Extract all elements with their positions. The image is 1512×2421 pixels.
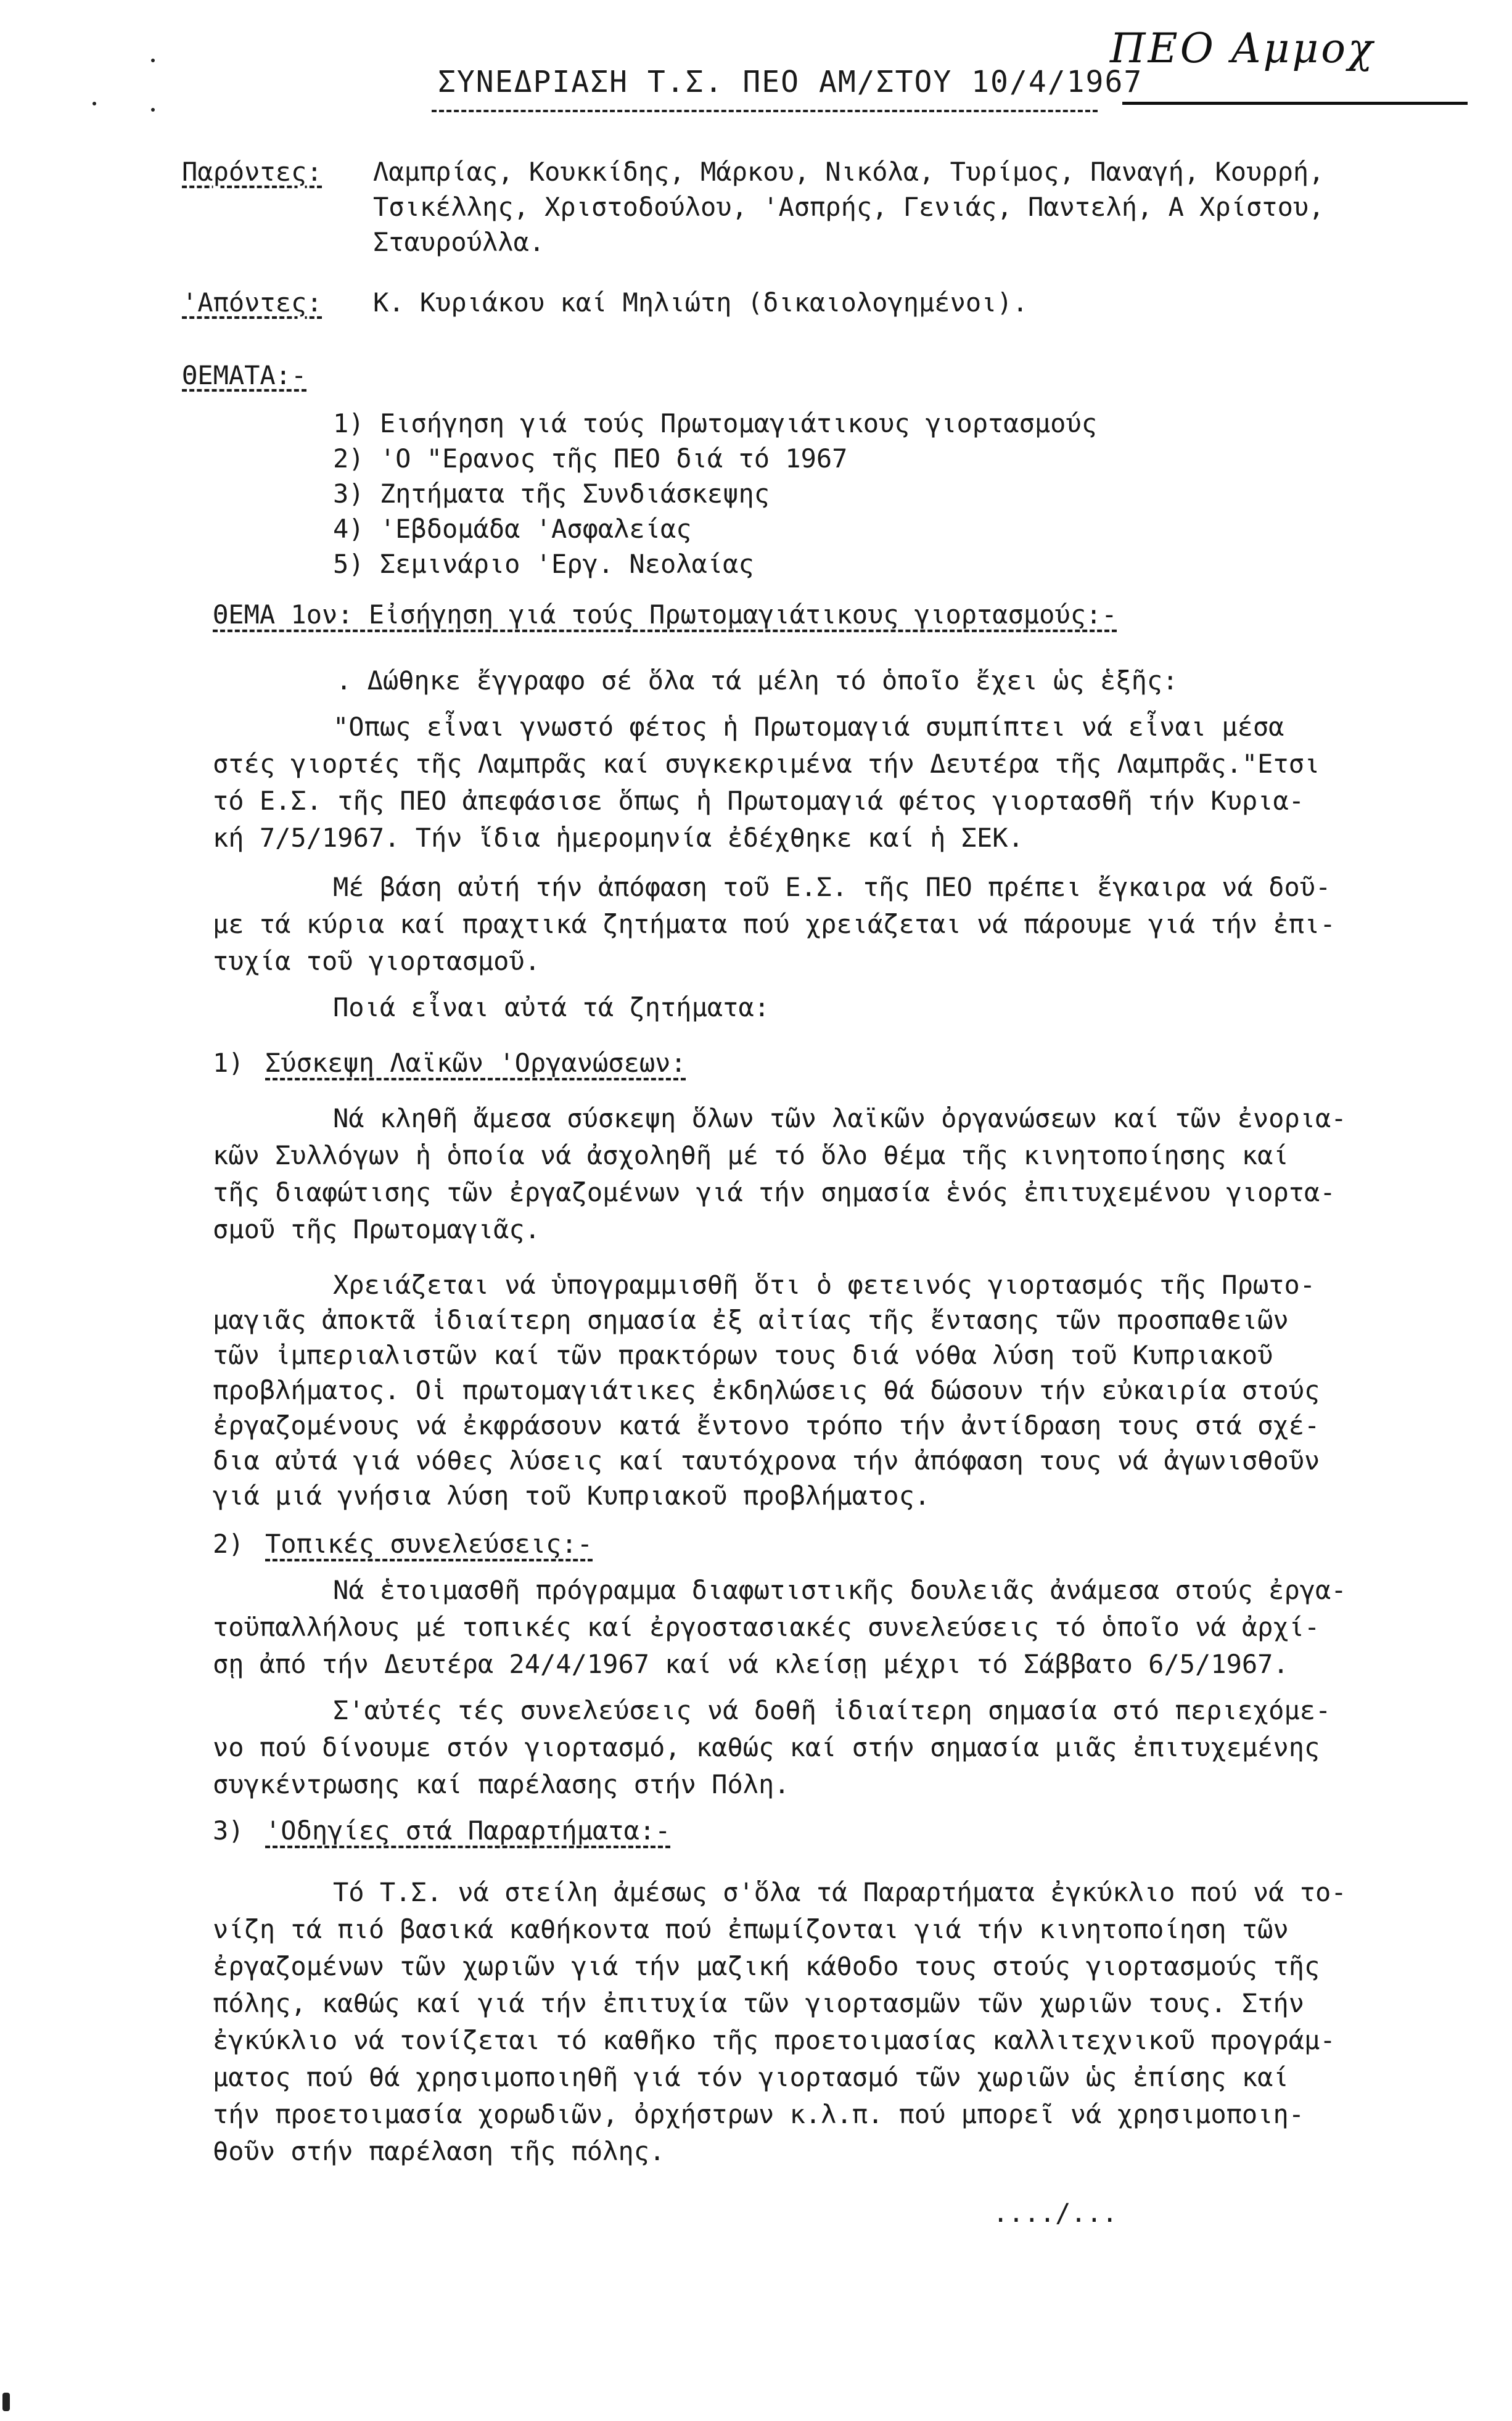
section1-line: μαγιᾶς ἀποκτᾶ ἰδιαίτερη σημασία ἐξ αἰτίας τῆς ἔντασης τῶν προσπαθειῶν [213,1305,1289,1335]
theme1-intro: . Δώθηκε ἔγγραφο σέ ὅλα τά μέλη τό ὁποῖο ἔχει ὡς ἑξῆς: [336,665,1178,696]
section1-number: 1) [213,1048,244,1078]
section3-line: θοῦν στήν παρέλαση τῆς πόλης. [213,2136,665,2166]
absent-label: 'Απόντες: [182,287,323,318]
section1-title: Σύσκεψη Λαϊκῶν 'Οργανώσεων: [265,1048,686,1078]
section1-line: προβλήματος. Οἱ πρωτομαγιάτικες ἐκδηλώσεις θά δώσουν τήν εὐκαιρία στούς [213,1375,1320,1405]
section3-line: νίζη τά πιό βασικά καθήκοντα πού ἐπωμίζονται γιά τήν κινητοποίηση τῶν [213,1914,1289,1944]
continuation-mark: ..../... [993,2198,1118,2228]
section1-line: δια αὐτά γιά νόθες λύσεις καί ταυτόχρονα τήν ἀπόφαση τους νά ἀγωνισθοῦν [213,1445,1320,1476]
scan-speck [92,102,96,105]
topic-item: 5) Σεμινάριο 'Εργ. Νεολαίας [333,549,754,579]
quote-line: "Οπως εἶναι γνωστό φέτος ἡ Πρωτομαγιά συμπίπτει νά εἶναι μέσα [333,712,1284,742]
present-label: Παρόντες: [182,157,323,187]
topic-item: 4) 'Εβδομάδα 'Ασφαλείας [333,514,692,544]
topic-item: 2) 'Ο "Ερανος τῆς ΠΕΟ διά τό 1967 [333,443,848,474]
section2-line: Νά ἑτοιμασθῆ πρόγραμμα διαφωτιστικῆς δουλειᾶς ἀνάμεσα στούς ἐργα- [333,1575,1347,1605]
section3-line: Τό Τ.Σ. νά στείλη ἀμέσως σ'ὅλα τά Παραρτήματα ἐγκύκλιο πού νά το- [333,1877,1347,1907]
theme1-heading: ΘΕΜΑ 1ον: Εἰσήγηση γιά τούς Πρωτομαγιάτικους γιορτασμούς:- [213,599,1117,630]
scan-speck [2,2393,10,2411]
section1-line: Χρειάζεται νά ὑπογραμμισθῆ ὅτι ὁ φετεινός γιορτασμός τῆς Πρωτο- [333,1270,1316,1300]
quote-line: τό Ε.Σ. τῆς ΠΕΟ ἀπεφάσισε ὅπως ἡ Πρωτομαγιά φέτος γιορτασθῆ τήν Κυρια- [213,786,1305,816]
section3-line: πόλης, καθώς καί γιά τήν ἐπιτυχία τῶν γιορτασμῶν τῶν χωριῶν τους. Στήν [213,1988,1305,2018]
scan-speck [151,108,155,112]
section3-title: 'Οδηγίες στά Παραρτήματα:- [265,1815,671,1846]
absent-text: Κ. Κυριάκου καί Μηλιώτη (δικαιολογημένοι). [373,287,1029,318]
section3-number: 3) [213,1815,244,1846]
scan-speck [151,59,155,62]
basis-line: με τά κύρια καί πραχτικά ζητήματα πού χρειάζεται νά πάρουμε γιά τήν ἐπι- [213,909,1336,939]
title-rule [432,110,1098,112]
section1-line: Νά κληθῆ ἄμεσα σύσκεψη ὅλων τῶν λαϊκῶν ὀργανώσεων καί τῶν ἐνορια- [333,1103,1347,1133]
section2-line: νο πού δίνουμε στόν γιορτασμό, καθώς καί στήν σημασία μιᾶς ἐπιτυχεμένης [213,1732,1320,1762]
section1-line: γιά μιά γνήσια λύση τοῦ Κυπριακοῦ προβλήματος. [213,1481,931,1511]
section2-title: Τοπικές συνελεύσεις:- [265,1529,593,1559]
section3-line: ματος πού θά χρησιμοποιηθῆ γιά τόν γιορτασμό τῶν χωριῶν ὡς ἐπίσης καί [213,2062,1289,2092]
section2-line: Σ'αὐτές τές συνελεύσεις νά δοθῆ ἰδιαίτερη σημασία στό περιεχόμε- [333,1695,1331,1725]
section1-line: σμοῦ τῆς Πρωτομαγιᾶς. [213,1214,541,1244]
section1-line: τῆς διαφώτισης τῶν ἐργαζομένων γιά τήν σημασία ἑνός ἐπιτυχεμένου γιορτα- [213,1177,1336,1207]
topic-item: 1) Εισήγηση γιά τούς Πρωτομαγιάτικους γιορτασμούς [333,408,1098,438]
topic-item: 3) Ζητήματα τῆς Συνδιάσκεψης [333,479,770,509]
section2-line: σῃ ἀπό τήν Δευτέρα 24/4/1967 καί νά κλείσῃ μέχρι τό Σάββατο 6/5/1967. [213,1649,1289,1679]
section2-line: συγκέντρωσης καί παρέλασης στήν Πόλη. [213,1769,790,1799]
section2-line: τοϋπαλλήλους μέ τοπικές καί ἐργοστασιακές συνελεύσεις τό ὁποῖο νά ἀρχί- [213,1612,1320,1642]
quote-line: στές γιορτές τῆς Λαμπρᾶς καί συγκεκριμένα τήν Δευτέρα τῆς Λαμπρᾶς."Ετσι [213,749,1320,779]
basis-line: τυχία τοῦ γιορτασμοῦ. [213,946,541,976]
quote-line: κή 7/5/1967. Τήν ἴδια ἡμερομηνία ἐδέχθηκε καί ἡ ΣΕΚ. [213,823,1024,853]
handwritten-underline [1122,102,1468,105]
section1-line: ἐργαζομένους νά ἐκφράσουν κατά ἔντονο τρόπο τήν ἀντίδραση τους στά σχέ- [213,1410,1320,1441]
section3-line: ἐγκύκλιο νά τονίζεται τό καθῆκο τῆς προετοιμασίας καλλιτεχνικοῦ προγράμ- [213,2025,1336,2055]
meeting-title: ΣΥΝΕΔΡΙΑΣΗ Τ.Σ. ΠΕΟ ΑΜ/ΣΤΟΥ 10/4/1967 [438,65,1143,99]
handwritten-note: ΠΕΟ Αμμοχ [1110,25,1376,72]
basis-line: Μέ βάση αὐτή τήν ἀπόφαση τοῦ Ε.Σ. τῆς ΠΕΟ πρέπει ἔγκαιρα νά δοῦ- [333,872,1331,902]
present-line: Σταυρούλλα. [373,227,545,257]
section2-number: 2) [213,1529,244,1559]
section1-line: τῶν ἰμπεριαλιστῶν καί τῶν πρακτόρων τους διά νόθα λύση τοῦ Κυπριακοῦ [213,1340,1273,1370]
theme1-question: Ποιά εἶναι αὐτά τά ζητήματα: [333,992,770,1022]
section3-line: τήν προετοιμασία χορωδιῶν, ὀρχήστρων κ.λ.π. πού μπορεῖ νά χρησιμοποιη- [213,2099,1305,2129]
section1-line: κῶν Συλλόγων ἡ ὁποία νά ἀσχοληθῆ μέ τό ὅλο θέμα τῆς κινητοποίησης καί [213,1140,1289,1170]
present-line: Τσικέλλης, Χριστοδούλου, 'Ασπρής, Γενιάς, Παντελή, Α Χρίστου, [373,192,1325,222]
topics-label: ΘΕΜΑΤΑ:- [182,360,307,390]
section3-line: ἐργαζομένων τῶν χωριῶν γιά τήν μαζική κάθοδο τους στούς γιορτασμούς τῆς [213,1951,1320,1981]
present-line: Λαμπρίας, Κουκκίδης, Μάρκου, Νικόλα, Τυρίμος, Παναγή, Κουρρή, [373,157,1325,187]
